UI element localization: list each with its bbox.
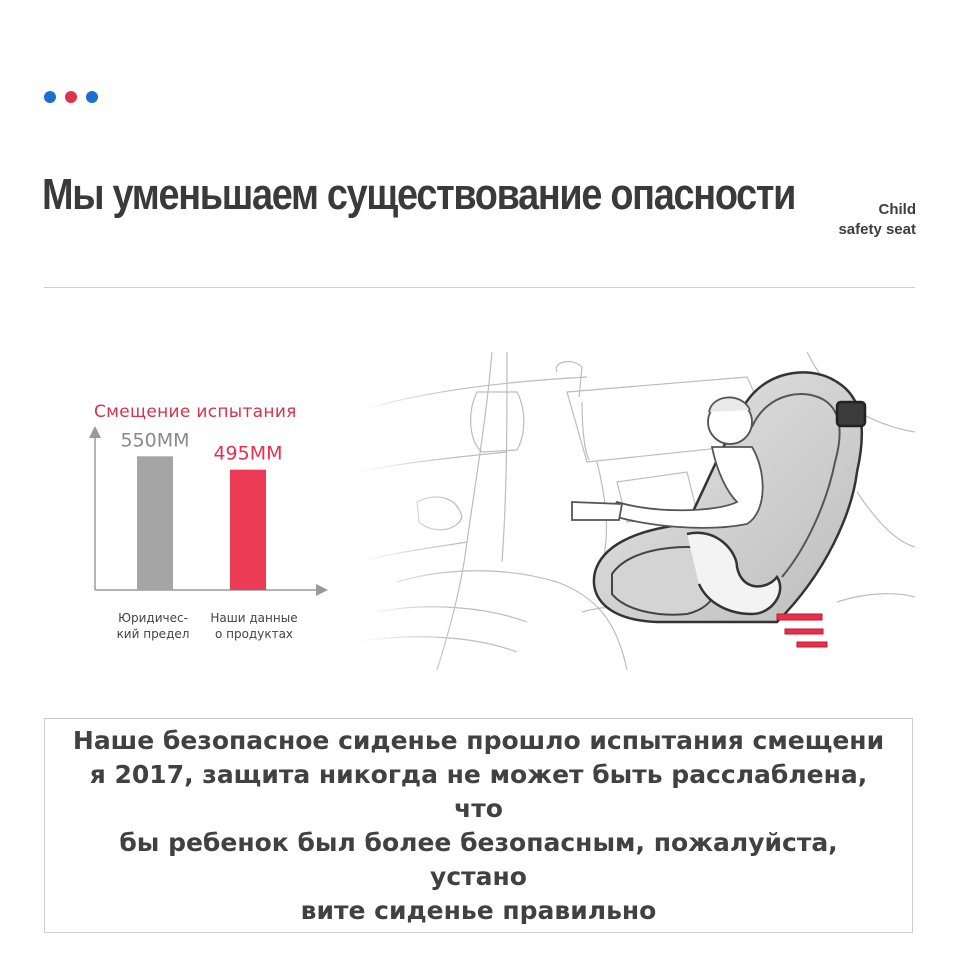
info-box [44, 718, 913, 933]
category-label-1: Юридичес- кий предел [116, 611, 190, 641]
child-in-car-seat-illustration [357, 352, 915, 670]
page-title: Мы уменьшаем существование опасности [42, 170, 796, 219]
chart-title: Смещение испытания [94, 402, 297, 422]
info-text: Наше безопасное сиденье прошло испытания смещени я 2017, защита никогда не может быть расслаблена, что бы ребенок был более безопасным, пожалуйста, устано вите сиденье правильно [72, 725, 885, 925]
brand-line-2: safety seat [838, 221, 916, 238]
bar-value-label-1: 550MM [120, 429, 190, 452]
bar-2 [230, 470, 266, 590]
bar-1 [137, 456, 173, 590]
category-label-2: Наши данные о продуктах [210, 611, 298, 641]
bar-value-label-2: 495MM [213, 442, 283, 465]
brand-line-1: Child [878, 201, 916, 218]
